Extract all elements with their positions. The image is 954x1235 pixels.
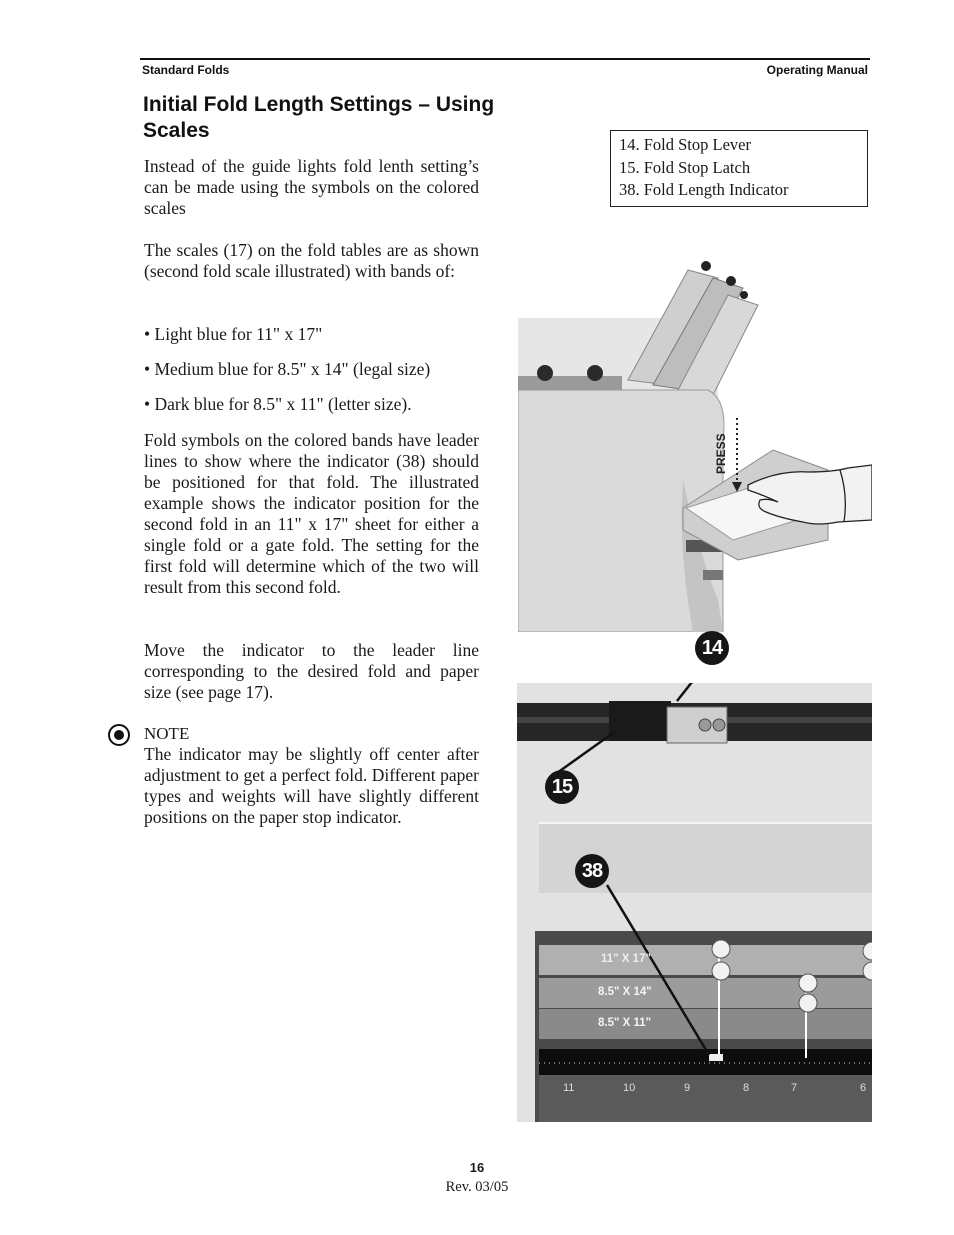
- tick-11: 11: [563, 1082, 575, 1094]
- paragraph-2: The scales (17) on the fold tables are as shown (second fold scale illustrated) with bands of:: [144, 240, 479, 281]
- callout-15: 15: [545, 770, 579, 804]
- page-title: Initial Fold Length Settings – Using Scales: [143, 93, 495, 142]
- tick-7: 7: [791, 1082, 798, 1094]
- revision: Rev. 03/05: [445, 1179, 509, 1195]
- machine-illustration: [518, 250, 872, 632]
- note-icon: [108, 724, 130, 746]
- callout-38: 38: [575, 854, 609, 888]
- callout-14: 14: [695, 631, 729, 665]
- bullet-medium-blue: • Medium blue for 8.5" x 14" (legal size): [144, 359, 431, 379]
- legend-item-38: 38. Fold Length Indicator: [619, 180, 789, 199]
- band-label-85x11: 8.5" X 11": [598, 1017, 652, 1029]
- bullet-dark-blue: • Dark blue for 8.5" x 11" (letter size).: [144, 394, 412, 414]
- paragraph-1: Instead of the guide lights fold lenth setting’s can be made using the symbols on the colored scales: [144, 156, 479, 218]
- press-label-wrap: [714, 418, 740, 478]
- page-number: 16: [469, 1160, 485, 1175]
- tick-9: 9: [684, 1082, 691, 1094]
- tick-10: 10: [623, 1082, 636, 1094]
- bullet-light-blue: • Light blue for 11" x 17": [144, 324, 323, 344]
- tick-8: 8: [743, 1082, 750, 1094]
- note-text: The indicator may be slightly off center after adjustment to get a perfect fold. Different paper types and weights will have slightly different positions on the paper stop indicator.: [144, 744, 479, 827]
- scale-illustration: [517, 683, 872, 1122]
- header-rule: [140, 58, 870, 60]
- legend-item-14: 14. Fold Stop Lever: [619, 135, 751, 154]
- band-label-85x14: 8.5" X 14": [598, 986, 652, 998]
- machine-photo: [518, 250, 872, 632]
- legend-item-15: 15. Fold Stop Latch: [619, 157, 751, 177]
- tick-6: 6: [860, 1082, 867, 1094]
- band-label-11x17: 11" X 17": [601, 953, 651, 965]
- paragraph-3: Fold symbols on the colored bands have leader lines to show where the indicator (38) should be positioned for that fold. The illustrated example shows the indicator position for the second fold in an 11" x 17" sheet for either a single fold or a gate fold. The setting for the first fold will determine which of the two will result from this second fold.: [144, 430, 479, 597]
- parts-legend: [610, 130, 868, 207]
- manual-title: Operating Manual: [766, 63, 868, 77]
- paragraph-4: Move the indicator to the leader line corresponding to the desired fold and paper size (see page 17).: [144, 640, 479, 702]
- scale-photo: [517, 683, 872, 1122]
- section-title: Standard Folds: [142, 63, 230, 77]
- press-label: PRESS: [714, 433, 728, 474]
- note-label: NOTE: [144, 724, 190, 743]
